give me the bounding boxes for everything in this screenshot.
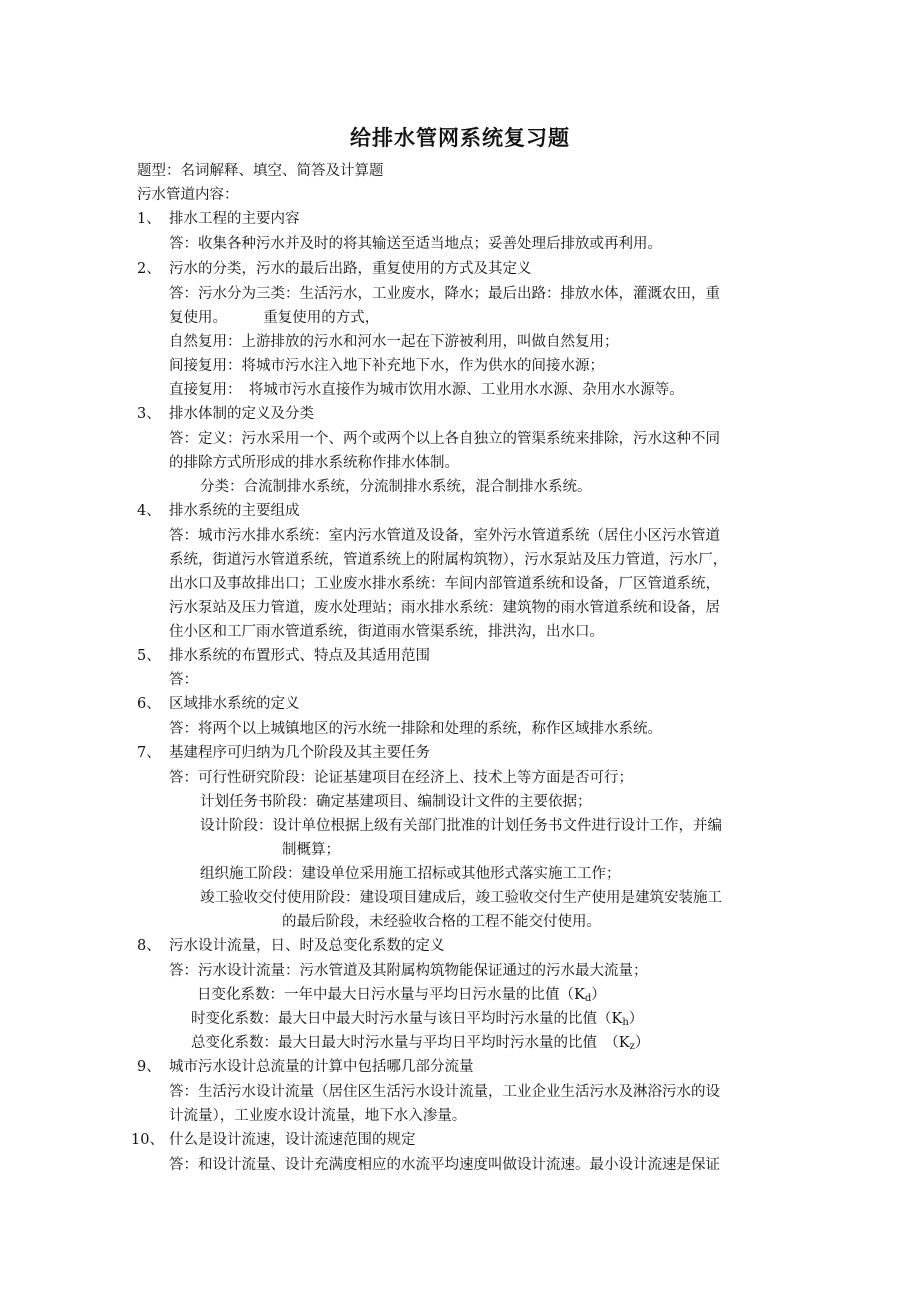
answer-line: 污水泵站及压力管道，废水处理站；雨水排水系统：建筑物的雨水管道系统和设备，居 [169, 600, 720, 616]
question-text: 排水系统的布置形式、特点及其适用范围 [169, 648, 430, 664]
subscript: d [584, 993, 592, 1004]
answer-line: 设计阶段：设计单位根据上级有关部门批准的计划任务书文件进行设计工作，并编 [200, 818, 722, 834]
question-text: 区域排水系统的定义 [169, 696, 300, 712]
answer-line: 出水口及事故排出口；工业废水排水系统：车间内部管道系统和设备，厂区管道系统， [169, 576, 720, 592]
answer-line: 复使用。 重复使用的方式， [169, 310, 380, 326]
answer-line: 计流量），工业废水设计流量，地下水入渗量。 [169, 1108, 467, 1124]
question-text: 排水工程的主要内容 [169, 211, 300, 227]
answer-line: 直接复用： 将城市污水直接作为城市饮用水源、工业用水水源、杂用水水源等。 [169, 382, 684, 398]
formula-text: 总变化系数：最大日最大时污水量与平均日平均时污水量的比值 （K [191, 1035, 630, 1051]
answer-line: 的排除方式所形成的排水系统称作排水体制。 [169, 455, 459, 471]
answer-line: 答：污水设计流量：污水管道及其附属构筑物能保证通过的污水最大流量； [169, 963, 648, 979]
question-text: 城市污水设计总流量的计算中包括哪几部分流量 [169, 1059, 474, 1075]
question-number: 6、 [137, 696, 161, 712]
answer-line: 住小区和工厂雨水管道系统，街道雨水管渠系统，排洪沟，出水口。 [169, 624, 604, 640]
question-text: 排水系统的主要组成 [169, 503, 300, 519]
question-number: 5、 [137, 648, 161, 664]
formula-close: ） [634, 1035, 650, 1051]
answer-line: 竣工验收交付使用阶段：建设项目建成后，竣工验收交付生产使用是建筑安装施工 [200, 890, 722, 906]
answer-line: 制概算； [282, 842, 340, 858]
answer-line [191, 1032, 649, 1058]
answer-line: 间接复用：将城市污水注入地下补充地下水，作为供水的间接水源； [169, 358, 604, 374]
question-text: 污水设计流量，日、时及总变化系数的定义 [169, 938, 445, 954]
answer-line [191, 1008, 643, 1034]
question-number: 1、 [137, 211, 161, 227]
answer-line: 计划任务书阶段：确定基建项目、编制设计文件的主要依据； [200, 794, 592, 810]
question-number: 4、 [137, 503, 161, 519]
question-types-line: 题型：名词解释、填空、简答及计算题 [137, 163, 384, 179]
answer-line: 分类：合流制排水系统，分流制排水系统，混合制排水系统。 [200, 479, 592, 495]
answer-line: 答： [169, 672, 198, 688]
answer-line: 答：定义：污水采用一个、两个或两个以上各自独立的管渠系统来排除，污水这种不同 [169, 431, 720, 447]
answer-line: 系统，街道污水管道系统，管道系统上的附属构筑物），污水泵站及压力管道，污水厂， [169, 552, 728, 568]
answer-line: 答：收集各种污水并及时的将其输送至适当地点；妥善处理后排放或再利用。 [169, 236, 662, 252]
question-number: 3、 [137, 406, 161, 422]
question-number: 9、 [137, 1059, 161, 1075]
answer-line: 答：生活污水设计流量（居住区生活污水设计流量，工业企业生活污水及淋浴污水的设 [169, 1084, 720, 1100]
answer-line: 答：和设计流量、设计充满度相应的水流平均速度叫做设计流速。最小设计流速是保证 [169, 1157, 720, 1173]
question-text: 基建程序可归纳为几个阶段及其主要任务 [169, 745, 430, 761]
answer-line: 自然复用：上游排放的污水和河水一起在下游被利用，叫做自然复用； [169, 334, 619, 350]
formula-text: 日变化系数：一年中最大日污水量与平均日污水量的比值（K [197, 987, 585, 1003]
document-title: 给排水管网系统复习题 [350, 125, 570, 150]
section-heading: 污水管道内容： [137, 187, 239, 203]
question-number: 2、 [137, 261, 161, 277]
subscript: z [629, 1041, 635, 1052]
question-text: 污水的分类，污水的最后出路，重复使用的方式及其定义 [169, 261, 532, 277]
question-number: 10、 [131, 1132, 164, 1148]
answer-line [197, 984, 606, 1010]
question-number: 7、 [137, 745, 161, 761]
answer-line: 组织施工阶段：建设单位采用施工招标或其他形式落实施工工作； [200, 866, 621, 882]
question-text: 什么是设计流速，设计流速范围的规定 [169, 1132, 416, 1148]
formula-close: ） [591, 987, 606, 1003]
question-number: 8、 [137, 938, 161, 954]
formula-close: ） [628, 1011, 644, 1027]
question-text: 排水体制的定义及分类 [169, 406, 314, 422]
answer-line: 答：将两个以上城镇地区的污水统一排除和处理的系统，称作区域排水系统。 [169, 721, 662, 737]
answer-line: 答：城市污水排水系统：室内污水管道及设备，室外污水管道系统（居住小区污水管道 [169, 528, 720, 544]
subscript: h [622, 1017, 629, 1028]
answer-line: 的最后阶段，未经验收合格的工程不能交付使用。 [282, 914, 601, 930]
answer-line: 答：污水分为三类：生活污水，工业废水，降水；最后出路：排放水体，灌溉农田，重 [169, 286, 720, 302]
formula-text: 时变化系数：最大日中最大时污水量与该日平均时污水量的比值（K [191, 1011, 623, 1027]
answer-line: 答：可行性研究阶段：论证基建项目在经济上、技术上等方面是否可行； [169, 770, 633, 786]
